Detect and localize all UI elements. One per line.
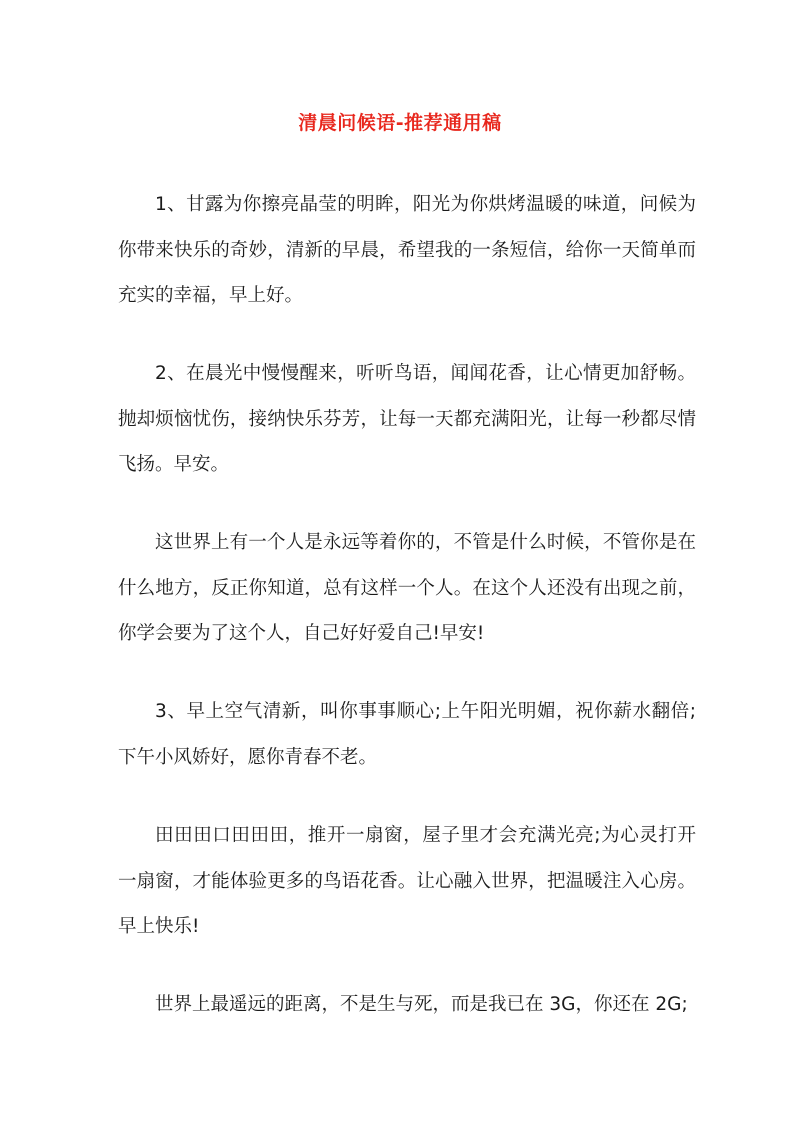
document-title: 清晨问候语-推荐通用稿 — [298, 112, 502, 134]
paragraph-1: 1、甘露为你擦亮晶莹的明眸，阳光为你烘烤温暖的味道，问候为你带来快乐的奇妙，清新的早晨，希望我的一条短信，给你一天简单而充实的幸福，早上好。 — [118, 194, 696, 306]
paragraph-5: 田田田口田田田，推开一扇窗，屋子里才会充满光亮;为心灵打开一扇窗，才能体验更多的鸟语花香。让心融入世界，把温暖注入心房。早上快乐! — [118, 825, 696, 937]
paragraph-6: 世界上最遥远的距离，不是生与死，而是我已在 3G，你还在 2G; — [155, 994, 688, 1015]
paragraph-4: 3、早上空气清新，叫你事事顺心;上午阳光明媚，祝你薪水翻倍;下午小风娇好，愿你青春不老。 — [118, 701, 696, 768]
paragraph-3: 这世界上有一个人是永远等着你的，不管是什么时候，不管你是在什么地方，反正你知道，总有这样一个人。在这个人还没有出现之前，你学会要为了这个人，自己好好爱自己!早安! — [118, 532, 696, 644]
paragraph-2: 2、在晨光中慢慢醒来，听听鸟语，闻闻花香，让心情更加舒畅。抛却烦恼忧伤，接纳快乐芬芳，让每一天都充满阳光，让每一秒都尽情飞扬。早安。 — [118, 363, 696, 475]
